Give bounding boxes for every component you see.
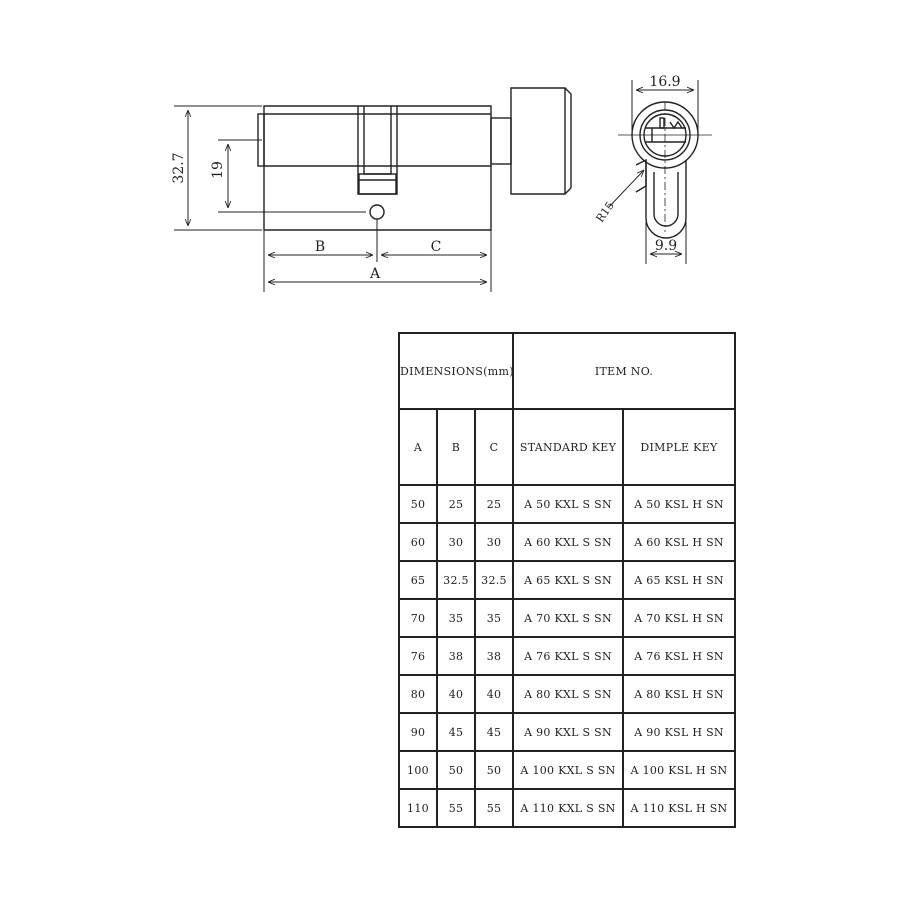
cell-dimple: A 65 KSL H SN (623, 561, 735, 599)
thumb-turn-knob (511, 88, 565, 194)
cell-dimple: A 50 KSL H SN (623, 485, 735, 523)
dimension-height-center-label: 19 (210, 161, 226, 179)
cell-c: 45 (475, 713, 513, 751)
cell-a: 50 (399, 485, 437, 523)
header-col-b: B (437, 409, 475, 485)
table-row (399, 713, 735, 751)
cylinder-body (264, 106, 491, 230)
cell-a: 110 (399, 789, 437, 827)
cell-a: 100 (399, 751, 437, 789)
table-row (399, 751, 735, 789)
dimension-height-center (218, 140, 366, 212)
cell-a: 76 (399, 637, 437, 675)
table-row (399, 485, 735, 523)
header-col-dimple-key: DIMPLE KEY (623, 409, 735, 485)
cell-c: 30 (475, 523, 513, 561)
fixing-screw-hole (370, 205, 384, 219)
thumb-turn-stem (491, 118, 511, 164)
cell-standard: A 70 KXL S SN (513, 599, 623, 637)
cell-c: 50 (475, 751, 513, 789)
dimension-c-label: C (430, 239, 442, 255)
dimension-b-label: B (314, 239, 326, 255)
cell-dimple: A 100 KSL H SN (623, 751, 735, 789)
cell-a: 80 (399, 675, 437, 713)
cell-b: 55 (437, 789, 475, 827)
table-row (399, 637, 735, 675)
cell-dimple: A 60 KSL H SN (623, 523, 735, 561)
table-row (399, 599, 735, 637)
cell-dimple: A 90 KSL H SN (623, 713, 735, 751)
table-row (399, 675, 735, 713)
cell-standard: A 100 KXL S SN (513, 751, 623, 789)
table-header-row (399, 333, 735, 409)
header-col-c: C (475, 409, 513, 485)
table-row (399, 523, 735, 561)
cell-standard: A 90 KXL S SN (513, 713, 623, 751)
cell-a: 65 (399, 561, 437, 599)
header-col-standard-key: STANDARD KEY (513, 409, 623, 485)
cell-standard: A 60 KXL S SN (513, 523, 623, 561)
cell-dimple: A 70 KSL H SN (623, 599, 735, 637)
table-row (399, 789, 735, 827)
cell-b: 32.5 (437, 561, 475, 599)
cell-dimple: A 110 KSL H SN (623, 789, 735, 827)
dimension-radius (608, 170, 644, 208)
cell-standard: A 76 KXL S SN (513, 637, 623, 675)
cylinder-side-view (258, 88, 571, 230)
dimension-width-top-label: 16.9 (649, 74, 681, 90)
cell-b: 38 (437, 637, 475, 675)
cell-b: 50 (437, 751, 475, 789)
cell-b: 25 (437, 485, 475, 523)
cell-dimple: A 80 KSL H SN (623, 675, 735, 713)
cell-b: 35 (437, 599, 475, 637)
dimension-height-total-label: 32.7 (171, 152, 187, 184)
cell-c: 55 (475, 789, 513, 827)
header-dimensions: DIMENSIONS(mm) (399, 333, 513, 409)
cell-standard: A 110 KXL S SN (513, 789, 623, 827)
cell-c: 38 (475, 637, 513, 675)
cam-lever (636, 160, 646, 192)
cell-dimple: A 76 KSL H SN (623, 637, 735, 675)
cell-a: 90 (399, 713, 437, 751)
header-item-no: ITEM NO. (513, 333, 735, 409)
cell-standard: A 50 KXL S SN (513, 485, 623, 523)
cell-b: 40 (437, 675, 475, 713)
cell-b: 30 (437, 523, 475, 561)
cell-c: 25 (475, 485, 513, 523)
cell-standard: A 65 KXL S SN (513, 561, 623, 599)
dimension-radius-label: R15 (593, 199, 617, 225)
table-subheader-row (399, 409, 735, 485)
cell-c: 32.5 (475, 561, 513, 599)
cell-standard: A 80 KXL S SN (513, 675, 623, 713)
dimension-a-label: A (369, 266, 381, 282)
dimension-width-bottom-label: 9.9 (654, 238, 678, 254)
cell-c: 35 (475, 599, 513, 637)
header-col-a: A (399, 409, 437, 485)
table-row (399, 561, 735, 599)
cell-b: 45 (437, 713, 475, 751)
cell-a: 70 (399, 599, 437, 637)
technical-drawing (0, 0, 900, 320)
cell-a: 60 (399, 523, 437, 561)
dimensions-table (398, 332, 736, 828)
cell-c: 40 (475, 675, 513, 713)
